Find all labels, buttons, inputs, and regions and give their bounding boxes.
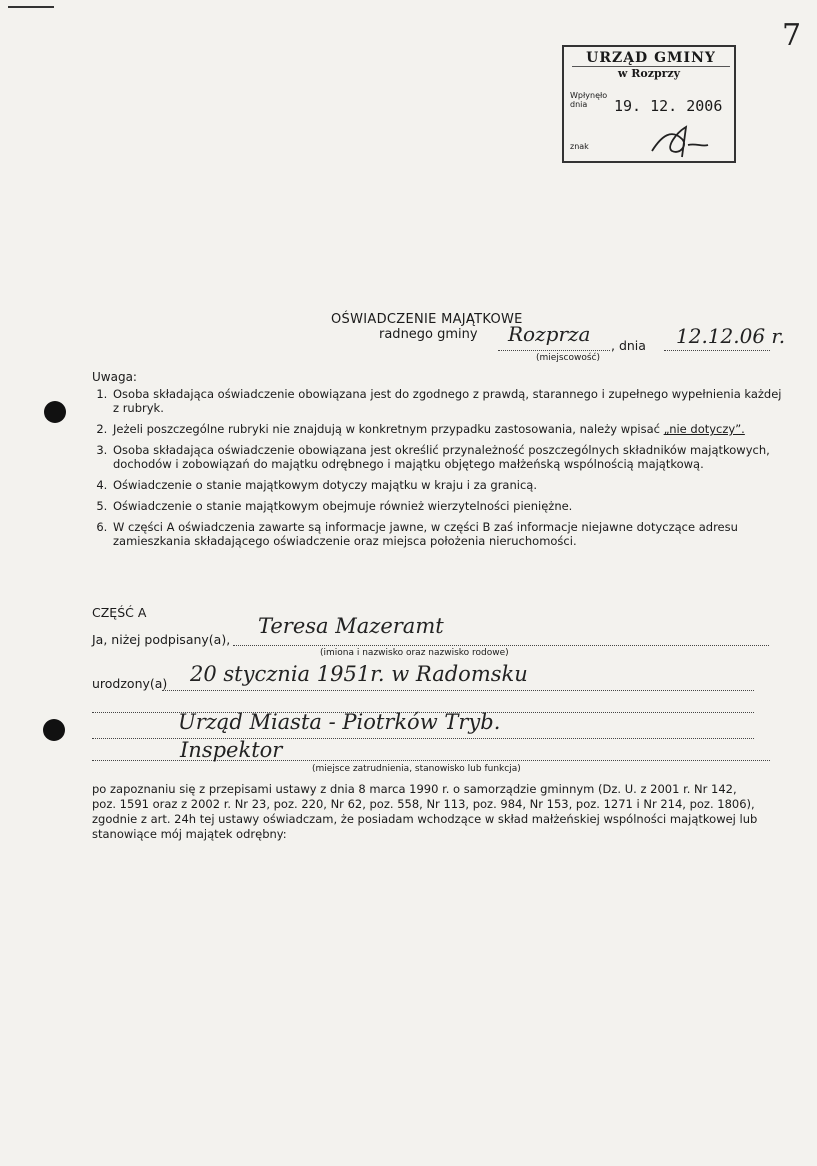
stamp-signature-icon	[642, 117, 712, 161]
place-value: Rozprza	[508, 322, 591, 346]
document-title: OŚWIADCZENIE MAJĄTKOWE	[331, 312, 523, 327]
place-caption: (miejscowość)	[536, 353, 600, 363]
note-item-3	[111, 443, 783, 471]
statement-text: po zapoznaniu się z przepisami ustawy z dnia 8 marca 1990 r. o samorządzie gminnym (Dz. U. z 2001 r. Nr 142, poz. 1591 oraz z 2002 r. Nr 23, poz. 220, Nr 62, poz. 558, Nr 113, poz. 984, Nr 153, poz. 1271 i Nr 214, poz. 1806), zgodnie z art. 24h tej ustawy oświadczam, że posiadam wchodzące w skład małżeńskiej wspólności majątkowej lub stanowiące mój majątek odrębny:	[92, 782, 758, 841]
note-item-5	[111, 499, 783, 513]
note-item-2-quote: „nie dotyczy”.	[663, 422, 745, 436]
work-caption: (miejsce zatrudnienia, stanowisko lub funkcja)	[312, 764, 521, 774]
born-value: 20 stycznia 1951r. w Radomsku	[190, 662, 528, 686]
stamp-office-location: w Rozprzy	[617, 67, 681, 80]
date-value: 12.12.06 r.	[676, 324, 786, 348]
stamp-received-date: 19. 12. 2006	[614, 97, 723, 115]
stamp-office-name: URZĄD GMINY	[572, 50, 730, 67]
born-label: urodzony(a)	[92, 676, 168, 691]
note-item-3-text: Osoba składająca oświadczenie obowiązana jest określić przynależność poszczególnych składników majątkowych, dochodów i zobowiązań do majątku odrębnego i majątku objętego małżeńską wspólnością majątkową.	[113, 443, 770, 471]
binder-hole-bottom	[43, 719, 65, 741]
work-dotted-line-2	[92, 760, 770, 761]
note-item-6-text: W części A oświadczenia zawarte są informacje jawne, w części B zaś informacje niejawne dotyczące adresu zamieszkania składającego oświadczenie oraz miejsca położenia nieruchomości.	[113, 520, 738, 548]
signed-caption: (imiona i nazwisko oraz nazwisko rodowe)	[320, 648, 509, 658]
office-stamp	[562, 45, 736, 163]
note-item-2	[111, 422, 783, 436]
part-a-heading: CZĘŚĆ A	[92, 605, 147, 620]
note-item-2-text: Jeżeli poszczególne rubryki nie znajdują w konkretnym przypadku zastosowania, należy wpisać	[113, 422, 660, 436]
scan-edge-mark	[8, 6, 54, 8]
notes-heading: Uwaga:	[92, 370, 137, 384]
born-dotted-line	[162, 690, 754, 691]
work-value-2: Inspektor	[180, 738, 283, 762]
note-item-5-text: Oświadczenie o stanie majątkowym obejmuje również wierzytelności pieniężne.	[113, 499, 573, 513]
page-number: 7	[782, 18, 802, 53]
stamp-sign-label: znak	[570, 142, 589, 151]
work-value-1: Urząd Miasta - Piotrków Tryb.	[178, 710, 501, 734]
note-item-4	[111, 478, 783, 492]
note-item-1	[111, 387, 783, 415]
binder-hole-top	[44, 401, 66, 423]
signed-value: Teresa Mazeramt	[258, 614, 444, 638]
document-subtitle: radnego gminy	[379, 327, 478, 342]
note-item-1-text: Osoba składająca oświadczenie obowiązana jest do zgodnego z prawdą, starannego i zupełnego wypełnienia każdej z rubryk.	[113, 387, 782, 415]
signed-dotted-line	[233, 645, 769, 646]
note-item-4-text: Oświadczenie o stanie majątkowym dotyczy majątku w kraju i za granicą.	[113, 478, 537, 492]
date-dotted-line	[664, 350, 770, 351]
note-item-6	[111, 520, 783, 548]
date-label: , dnia	[611, 338, 646, 353]
signed-label: Ja, niżej podpisany(a),	[92, 632, 231, 647]
stamp-received-label: Wpłynęło dnia	[570, 91, 608, 109]
place-dotted-line	[498, 350, 610, 351]
notes-list	[93, 387, 783, 555]
